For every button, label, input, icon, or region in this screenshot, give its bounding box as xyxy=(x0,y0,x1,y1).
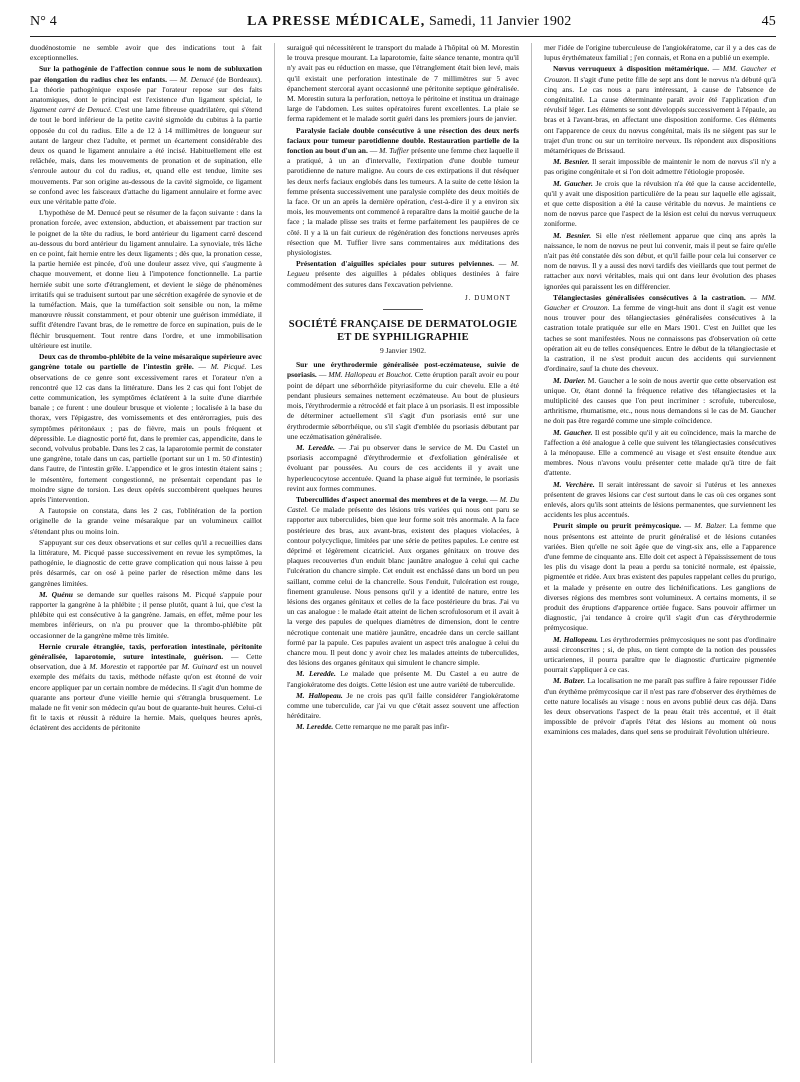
author-name: M. Tuffier xyxy=(379,146,410,156)
emphasis-text: ligament carré de Denucé. xyxy=(30,105,113,115)
paragraph: mer l'idée de l'origine tuberculeuse de l'angiokératome, car il y a des cas de lupus érythémateux familial ; j'en connais, et Rona en a publié un exemple. xyxy=(544,43,776,63)
author-name: M. Morestin xyxy=(89,662,128,672)
article-hernia xyxy=(30,642,262,734)
discussion-paragraph xyxy=(287,669,519,689)
article-tuberculides: Tubercullides d'aspect anormal des membres et de la verge. — M. Du Castel. Ce malade présente des lésions très variées qui nous ont paru se rapporter aux tuberculides, bien que leur forme soit très anormale. A la face postérieure des bras, aux avant-bras, existent des plaques violacées, à contour polycyclique, limitées par une série de petites papules. Le centre est déprimé et légèrement cicatriciel. Aux organes génitaux on trouve des plaques recouvertes d'un enduit blanc jaunâtre analogue à celui qui cache l'ulcération du chancre simple. Cet enduit est enchâssé dans un bord un peu saillant, comme celui de la chancrelle. Sous l'enduit, l'ulcération est rouge, finement granuleuse. Nous pensons qu'il y a identité de nature, entre les lésions des organes génitaux et celles de la face postérieure du bras. J'ai vu un cas analogue : le malade était atteint de lichen scrofulosorum et il avait à la verge des papules de quelques diamètres de dimension, dont le centre nécrotique contenait une matière jaunâtre, encadrée dans un cercle saillant formé par la papule. Ces papules avaient un aspect très analogue à celui du chancre mou. Il peut donc y avoir chez les malades atteints de tuberculides, des lésions des organes génitaux qui simulent le chancre simple. xyxy=(287,494,519,668)
issue-number: N° 4 xyxy=(30,14,58,29)
article-text: (de Bordeaux). La théorie pathogénique exposée par l'orateur repose sur des faits anatomiques, dont le principal est l'existence d'un ligament spécial, le xyxy=(30,74,262,105)
paragraph: A l'autopsie on constata, dans les 2 cas, l'oblitération de la portion originelle de la grande veine mésaraïque par un volumineux caillot s'étendant plus ou moins loin. xyxy=(30,506,262,536)
speaker-name: M. Hallopeau. xyxy=(553,634,599,644)
article-text: présente une femme chez laquelle il a pratiqué, à un an d'intervalle, l'extirpation d'une double tumeur parotidienne de nature maligne. Au cours de ces extirpations il dut réséquer les deux nerfs faciaux englobés dans les tumeurs. A la suite de cette lésion la femme présenta successivement une paralysie complète des deux moitiés de la face. Or un an après la dernière opération, c'est-à-dire il y a environ six mois, les mouvements ont commencé à reparaître dans la moitié gauche de la face ; la malade plisse ses traits et ferme parfaitement les paupières de ce côté. Il y a là un fait curieux de régénération des fonctions nerveuses après résection que M. Tuffier livre sans commentaires aux méditations des physiologistes. xyxy=(287,146,519,258)
column-2 xyxy=(287,43,519,1063)
article-radius-subluxation: Sur la pathogénie de l'affection connue sous le nom de subluxation par élongation du radius chez les enfants. — M. Denucé (de Bordeaux). La théorie pathogénique exposée par l'orateur repose sur des faits anatomiques, dont le principal est l'existence d'un ligament spécial, le ligament carré de Denucé. C'est une lame fibreuse quadrilatère, qui s'étend de tout le bord inférieur de la petite cavité sigmoïde du cubitus à la partie opposée du col du radius. Elle a de 12 à 14 millimètres de longueur sur autant de largeur chez l'adulte, et permet un écartement considérable des deux os quand le ligament annulaire a été incisé. Habituellement elle est relâchée, mais, dans les mouvements de pronation et de supination, elle s'enroule autour du col du radius, et, quand elle est tendue, limite ses mouvements. Par son origine au-dessous de la cavité sigmoïde, ce ligament se confond avec les faisceaux d'attache du ligament annulaire et forme avec eux une véritable patte d'oie. xyxy=(30,64,262,207)
article-title: Sur la pathogénie de l'affection connue sous le nom de subluxation par élongation du radius chez les enfants. xyxy=(30,64,262,84)
discussion-paragraph xyxy=(30,590,262,641)
section-date: 9 Janvier 1902. xyxy=(379,346,427,356)
article-text: C'est une lame fibreuse quadrilatère, qui s'étend de tout le bord inférieur de la petite cavité sigmoïde du cubitus à la partie opposée du col du radius. Elle a de 12 à 14 millimètres de longueur sur autant de largeur chez l'adulte, et permet un écartement considérable des deux os quand le ligament annulaire a été incisé. Habituellement elle est relâchée, mais, dans les mouvements de pronation et de supination, elle s'enroule autour du col du radius, et, quand elle est tendue, limite ses mouvements. Par son origine au-dessous de la cavité sigmoïde, ce ligament se confond avec les faisceaux d'attache du ligament annulaire et forme avec eux une véritable patte d'oie. xyxy=(30,105,262,207)
article-erythrodermia: Sur une érythrodermie généralisée post-eczémateuse, suivie de psoriasis. — MM. Hallopeau et Bouchot. Cette éruption paraît avoir eu pour point de départ une séborrhéide pityriasiforme du cuir chevelu. Elle a été pendant plusieurs semaines nettement eczémateuse. Au bout de plusieurs mois, l'érythrodermie a rétrocédé et fait place à un psoriasis. Il est impossible de déterminer actuellement s'il s'agit d'un psoriasis enté sur une érythrodermie séborrhéique, ou s'il s'agit d'emblée du psoriasis débutant par une eczématisation généralisée. xyxy=(287,360,519,441)
discussion-text: Les érythrodermies prémycosiques ne sont pas d'ordinaire aussi circonscrites ; si, de plus, on tient compte de la notion des poussées urticariennes, il pourra paraître que le diagnostic d'urticaire pigmentée pourrait s'appliquer à ce cas. xyxy=(544,634,776,675)
article-text: est un nouvel exemple des méfaits du taxis, méthode néfaste qu'on est étonné de voir encore appliquer par un certain nombre de médecins. Il s'agit d'un homme de quarante ans porteur d'une vieille hernie qui s'étrangla brusquement. Le malade ne fit venir son médecin qu'au bout de quarante-huit heures. Celui-ci fit le taxis et réussit à réduire la hernie. Mais, quelques heures après, éclatèrent des accidents de péritonite xyxy=(30,662,262,733)
article-text: Il s'agit d'une petite fille de sept ans dont le nœvus n'a débuté qu'à cinq ans. Le cas nous a paru intéressant, à cause de l'absence de congénitalité. La cause déterminante paraît avoir été l'application d'un révulsif léger. Les éléments se sont développés successivement à l'épaule, au bras et à l'avant-bras, en affectant une disposition zoniforme. Ces éléments ont l'apparence de ceux du nœvus congénital, mais ils ne siègent pas sur le trajet d'un tronc ou sur un territoire nerveux. Ils répondent aux dispositions métamériques de Brissaud. xyxy=(544,74,776,156)
article-text: Les observations de ce genre sont excessivement rares et l'orateur n'en a rencontré que 12 cas dans la littérature. Dans les 2 cas qui font l'objet de cette communication, les symptômes éclatèrent à la suite d'une diarrhée banale ; ce furent : une douleur brusque et violente ; localisée à la base du thorax, vers l'épigastre, des vomissements et des entérorragies, puis des symptômes péritonéaux ; pas de fièvre, mais un pouls fréquent et dépressible. Le diagnostic porté fut, dans le premier cas, appendicite, dans le second, volvulus probable. Dans les 2 cas, la laparotomie permit de constater une gangrène, totale dans un cas, partielle (portant sur un 1 m. 50 d'intestin) dans l'autre, de l'intestin grêle. L'appendice et le gros intestin étaient sains ; le mésentère, fortement congestionné, ne présentait cependant pas le moindre signe de torsion. Les deux opérés succombèrent quelques heures après l'intervention. xyxy=(30,362,262,504)
paragraph: suraiguë qui nécessitèrent le transport du malade à l'hôpital où M. Morestin le trouva presque mourant. La laparotomie, faite séance tenante, montra qu'il n'y avait pas eu réduction en masse, que l'étranglement était bien levé, mais qu'il existait une perforation intestinale de 7 millimètres sur 5 avec épanchement stercoral ayant occasionné une péritonite septique généralisée. M. Morestin sutura la perforation, nettoya le péritoine et institua un drainage large de l'abdomen. Les suites opératoires furent excellentes. La plaie se ferma rapidement et le malade sortit guéri dans les premiers jours de janvier. xyxy=(287,43,519,124)
section-title: SOCIÉTÉ FRANÇAISE DE DERMATOLOGIE ET DE SYPHILIGRAPHIE xyxy=(288,319,518,344)
discussion-paragraph xyxy=(544,231,776,292)
speaker-name: M. Leredde. xyxy=(296,442,335,452)
speaker-name: M. Darier. xyxy=(553,375,586,385)
author-name: M. Guinard xyxy=(181,662,218,672)
author-name: — MM. Gaucher et Crouzon. xyxy=(544,292,776,313)
discussion-paragraph xyxy=(287,443,519,494)
article-thrombophlebitis: Deux cas de thrombo-phlébite de la veine mésaraïque supérieure avec gangrène totale ou partielle de l'intestin grêle. — M. Picqué. Les observations de ce genre sont excessivement rares et l'orateur n'en a rencontré que 12 cas dans la littérature. Dans les 2 cas qui font l'objet de cette communication, les symptômes éclatèrent à la suite d'une diarrhée banale ; ce furent : une douleur brusque et violente ; localisée à la base du thorax, vers l'épigastre, des vomissements et des entérorragies, puis des symptômes péritonéaux ; pas de fièvre, mais un pouls fréquent et dépressible. Le diagnostic porté fut, dans le premier cas, appendicite, dans le second, volvulus probable. Dans les 2 cas, la laparotomie permit de constater une gangrène, totale dans un cas, partielle (portant sur un 1 m. 50 d'intestin) dans l'autre, de l'intestin grêle. L'appendice et le gros intestin étaient sains ; le mésentère, fortement congestionné, ne présentait cependant pas le moindre signe de torsion. Les deux opérés succombèrent quelques heures après l'intervention. xyxy=(30,352,262,504)
article-facial-paralysis: Paralysie faciale double consécutive à une résection des deux nerfs faciaux pour tumeur parotidienne double. Restauration partielle de la fonction au bout d'un an. — M. Tuffier présente une femme chez laquelle il a pratiqué, à un an d'intervalle, l'extirpation d'une double tumeur parotidienne de nature maligne. Au cours de ces extirpations il dut réséquer les deux nerfs faciaux englobés dans les tumeurs. A la suite de cette lésion la femme présenta successivement une paralysie complète des deux moitiés de la face. Or un an après la dernière opération, c'est-à-dire il y a environ six mois, les mouvements ont commencé à reparaître dans la moitié gauche de la face ; la malade plisse ses traits et ferme parfaitement les paupières de ce côté. Il y a là un fait curieux de régénération des fonctions nerveuses après résection que M. Tuffier livre sans commentaires aux méditations des physiologistes. xyxy=(287,125,519,258)
article-text: La femme de vingt-huit ans dont il s'agit est venue nous trouver pour des télangiectasies généralisées consécutives à la castration totale pratiquée sur elle en Mars 1901. C'est en Juillet que les taches se sont manifestées. Nous ne connaissons pas d'observation où cette opération ait eu de telles conséquences. Entre le début de la télangiectasie et la castration, il ne s'est produit aucun des accidents qui surviennent d'ordinaire, sauf la chute des cheveux. xyxy=(544,303,776,374)
author-name: M. Picqué. xyxy=(210,362,247,372)
column-3 xyxy=(544,43,776,1063)
speaker-name: M. Besnier. xyxy=(553,157,590,167)
article-title: Paralysie faciale double consécutive à une résection des deux nerfs faciaux pour tumeur parotidienne double. Restauration partielle de la fonction au bout d'un an. xyxy=(287,125,519,156)
discussion-paragraph xyxy=(544,428,776,479)
article-text: La femme que nous présentons est atteinte de prurit généralisé et de lésions cutanées variées. Bien qu'elle ne soit âgée que de vingt-six ans, elle a l'apparence d'une femme de cinquante ans. Elle doit cet aspect à l'épaississement de tous les plis du visage dont la peau a perdu sa tonicité normale, est épaissie, pigmentée et ridée. Aux bras existent des papules rappelant celles du prurigo, et la malade y présente en outre des lichénifications. Les ganglions de diverses régions des membres sont volumineux. A certains moments, il se produit des éruptions d'apparence ortiée fugace. Sans pouvoir affirmer un diagnostic, j'ai tendance à croire qu'il s'agit d'un cas d'érythrodermie prémycosique. xyxy=(544,521,776,633)
discussion-paragraph xyxy=(287,691,519,722)
page-number: 45 xyxy=(761,14,776,29)
speaker-name: M. Hallopeau. xyxy=(296,690,343,700)
author-name: MM. Hallopeau et Bouchot. xyxy=(328,370,413,380)
discussion-text: Si elle n'est réellement apparue que cinq ans après la naissance, le nom de nœvus ne peut lui convenir, mais il peut se faire qu'elle n'ait pas été constatée dès son début, et qu'il faille pour cela lui conserver ce nom de nœvus. Il y a aussi des nœvi tardifs des vieillards que tout permet de rattacher aux nœvi véritables, mais qui ont dans leur évolution des phases ignorées qui paraissent les en différencier. xyxy=(544,230,776,291)
discussion-text: Le malade que présente M. Du Castel a eu autre de l'angiokératome des doigts. Cette lésion est une autre variété de tuberculide. xyxy=(287,669,519,689)
text-columns xyxy=(30,43,776,1063)
article-text: Ce malade présente des lésions très variées qui nous ont paru se rapporter aux tuberculides, bien que leur forme soit très anormale. A la face postérieure des bras, aux avant-bras, existent des plaques violacées, à contour polycyclique, limitées par une série de petites papules. Le centre est déprimé et légèrement cicatriciel. Aux organes génitaux on trouve des plaques recouvertes d'un enduit blanc jaunâtre analogue à celui qui cache l'ulcération du chancre simple. Cet enduit est enchâssé dans un bord un peu saillant, comme celui de la chancrelle. Sous l'enduit, l'ulcération est rouge, finement granuleuse. Nous pensons qu'il y a identité de nature, entre les lésions des organes génitaux et celles de la face postérieure du bras. J'ai vu un cas analogue : le malade était atteint de lichen scrofulosorum et il avait à la verge des papules de quelques diamètres de dimension, dont le centre nécrotique contenait une matière jaunâtre, encadrée dans un cercle saillant formé par la papule. Ces papules avaient un aspect très analogue à celui du chancre mou. Il peut donc y avoir chez les malades atteints de tuberculides, des lésions des organes génitaux qui simulent le chancre simple. xyxy=(287,505,519,668)
discussion-paragraph xyxy=(544,376,776,427)
discussion-paragraph xyxy=(544,480,776,521)
author-name: M. Du Castel. xyxy=(287,494,519,515)
article-title: Tubercullides d'aspect anormal des membres et de la verge. xyxy=(296,494,488,504)
column-divider xyxy=(274,43,275,1063)
discussion-text: Il serait intéressant de savoir si l'utérus et les annexes présentent de graves lésions car c'est surtout dans le cas où ces organes sont enlevés, alors qu'ils sont atteints de lésions permanentes, que surviennent les accidents les plus accentués. xyxy=(544,479,776,520)
discussion-paragraph xyxy=(544,157,776,177)
article-title: Sur une érythrodermie généralisée post-eczémateuse, suivie de psoriasis. xyxy=(287,360,519,380)
author-name: — MM. Gaucher et Crouzon. xyxy=(544,64,776,84)
discussion-paragraph xyxy=(544,179,776,230)
column-1 xyxy=(30,43,262,1063)
article-text: présente des aiguilles à pédales obliques destinées à faire commodément des sutures dans l'excavation pelvienne. xyxy=(287,269,519,289)
page-header xyxy=(30,14,776,37)
speaker-name: M. Gaucher. xyxy=(553,178,593,188)
discussion-paragraph xyxy=(544,676,776,737)
paragraph: duodénostomie ne semble avoir que des indications tout à fait exceptionnelles. xyxy=(30,43,262,63)
article-needles: Présentation d'aiguilles spéciales pour sutures pelviennes. — M. Legueu présente des aiguilles à pédales obliques destinées à faire commodément des sutures dans l'excavation pelvienne. xyxy=(287,259,519,289)
signature: J. DUMONT xyxy=(465,293,511,302)
discussion-text: — J'ai pu observer dans le service de M. Du Castel un psoriasis accompagné d'érythrodermie et d'exfoliation généralisée et évoluant par poussées. Au cours de ces accidents il y avait une hyperleucocytose accentuée. Quand la phase aiguë fut terminée, le psoriasis revint aux formes communes. xyxy=(287,442,519,493)
author-name: M. Denucé xyxy=(179,74,214,84)
discussion-text: Cette remarque ne me paraît pas infir- xyxy=(335,722,450,732)
article-text: Cette éruption paraît avoir eu pour point de départ une séborrhéide pityriasiforme du cuir chevelu. Elle a été pendant plusieurs semaines nettement eczémateuse. Au bout de plusieurs mois, l'érythrodermie a rétrocédé et fait place à un psoriasis. Il est impossible de déterminer actuellement s'il s'agit d'un psoriasis enté sur une érythrodermie séborrhéique, ou s'il s'agit d'emblée du psoriasis débutant par une eczématisation généralisée. xyxy=(287,370,519,441)
discussion-text: Il serait impossible de maintenir le nom de nœvus s'il n'y a pas origine congénitale et si l'on doit admettre l'étiologie proposée. xyxy=(544,157,776,177)
speaker-name: M. Besnier. xyxy=(553,230,592,240)
discussion-text: Je crois que la révulsion n'a été que la cause accidentelle, qu'il y avait une disposition particulière de la peau sur laquelle elle agissait, et que cette disposition a été la cause véritable du nœvus. Je maintiens ce nom de nœvus parce que l'aspect de la lésion est celui du nœvus verruqueux zoniforme. xyxy=(544,178,776,229)
issue-date: Samedi, 11 Janvier 1902 xyxy=(428,14,572,29)
article-title: Nœvus verruqueux à disposition métamérique. xyxy=(553,64,710,74)
running-title xyxy=(57,14,762,30)
article-telangiectasia xyxy=(544,293,776,375)
article-naevus xyxy=(544,64,776,156)
article-text: et rapportée par xyxy=(129,662,179,672)
paragraph: L'hypothèse de M. Denucé peut se résumer de la façon suivante : dans la pronation forcée, avec extension, abduction, et abaissement par traction sur le poignet de la tête du radius, le bord antérieur du ligament carré descend au-dessous du bord antérieur du ligament annulaire. La synoviale, très lâche en ce point, fait hernie entre les deux ligaments ; dès que, la pronation cesse, la partie herniée est pincée, d'où une douleur assez vive, qui s'augmente à chaque mouvement, et donne lieu à l'impotence fonctionnelle. La partie herniée subit une sorte d'étranglement, et devient le siège de phénomènes irritatifs qui se traduisent surtout par une sécrétion exagérée de synovie et de la tuméfaction. Mais, que la tuméfaction soit sensible ou non, la même manœuvre réussit constamment, et pour obtenir une guérison immédiate, il suffit d'étendre l'avant bras, de le remettre de force en supination, puis de le fléchir brusquement. Tout rentre dans l'ordre, et une immobilisation ultérieure est inutile. xyxy=(30,208,262,350)
article-title: Prurit simple ou prurit prémycosique. xyxy=(553,521,682,531)
discussion-text: Il est possible qu'il y ait eu coïncidence, mais la marche de l'affection a été analogue à celle que suivent les télangiectasies consécutives à la ménopause. Elle a commencé au visage et s'est ensuite étendue aux membres. Nous n'avons voulu présenter cette malade qu'à titre de fait d'attente. xyxy=(544,427,776,478)
paragraph: S'appuyant sur ces deux observations et sur celles qu'il a recueillies dans la littérature, M. Picqué passe successivement en revue les symptômes, la pathogénie, le diagnostic de cette grave complication qui nous laisse à peu près désarmés, car on osé à peine parler de résection même dans les gangrènes limitées. xyxy=(30,537,262,588)
article-title: Télangiectasies généralisées consécutives à la castration. xyxy=(553,292,746,302)
discussion-text: se demande sur quelles raisons M. Picqué s'appuie pour rapporter la gangrène à la phlébite ; il pense plutôt, quant à lui, que c'est la phlébite qui est consécutive à la gangrène. Jamais, en effet, même pour les membres inférieurs, on n'a pu prouver que la thrombo-phlébite pût occasionner de la gangrène même très limitée. xyxy=(30,589,262,640)
speaker-name: M. Leredde. xyxy=(296,669,336,679)
journal-name: LA PRESSE MÉDICALE, xyxy=(247,14,426,29)
discussion-text: M. Gaucher a le soin de nous avertir que cette observation est unique. Or, étant donné la fréquence relative des télangiectasies et la multiplicité des causes que l'on peut incriminer : scrofule, tuberculose, arthritisme, rhumatisme, etc., nous nous demandons si le cas de M. Gaucher ne doit pas être regardé comme une simple coïncidence. xyxy=(544,375,776,426)
speaker-name: M. Balzer. xyxy=(553,676,586,686)
article-title: Deux cas de thrombo-phlébite de la veine mésaraïque supérieure avec gangrène totale ou partielle de l'intestin grêle. xyxy=(30,352,262,372)
speaker-name: M. Quénu xyxy=(39,589,73,599)
article-title: Présentation d'aiguilles spéciales pour sutures pelviennes. xyxy=(296,259,494,269)
author-name: M. Legueu xyxy=(287,259,519,279)
discussion-paragraph xyxy=(287,722,519,732)
article-prurit xyxy=(544,521,776,633)
discussion-text: Je ne crois pas qu'il faille considérer l'angiokératome comme une tuberculide, car j'ai vu que c'était assez souvent une affection héréditaire. xyxy=(287,690,519,721)
section-rule xyxy=(383,309,423,310)
discussion-paragraph xyxy=(544,635,776,676)
discussion-text: La localisation ne me paraît pas suffire à faire repousser l'idée d'un érythème prémycosique car il n'est pas rare d'observer des érythèmes de cette nature localisés au visage : nous en avons publié deux cas déjà. Dans les deux observations l'aspect de la peau était très accentué, et il était impossible de prévoir d'après l'état des lésions au moment où nous examinions ces malades, dans quel sens se produirait l'évolution ultérieure. xyxy=(544,676,776,737)
speaker-name: M. Gaucher. xyxy=(553,427,593,437)
column-divider xyxy=(531,43,532,1063)
speaker-name: M. Verchère. xyxy=(553,479,595,489)
article-title: Hernie crurale étranglée, taxis, perforation intestinale, péritonite généralisée, laparotomie, suture intestinale, guérison. xyxy=(30,641,262,661)
author-name: — M. Balzer. xyxy=(684,521,727,531)
article-text: — Cette observation, due à xyxy=(30,651,262,672)
speaker-name: M. Leredde. xyxy=(296,722,334,732)
